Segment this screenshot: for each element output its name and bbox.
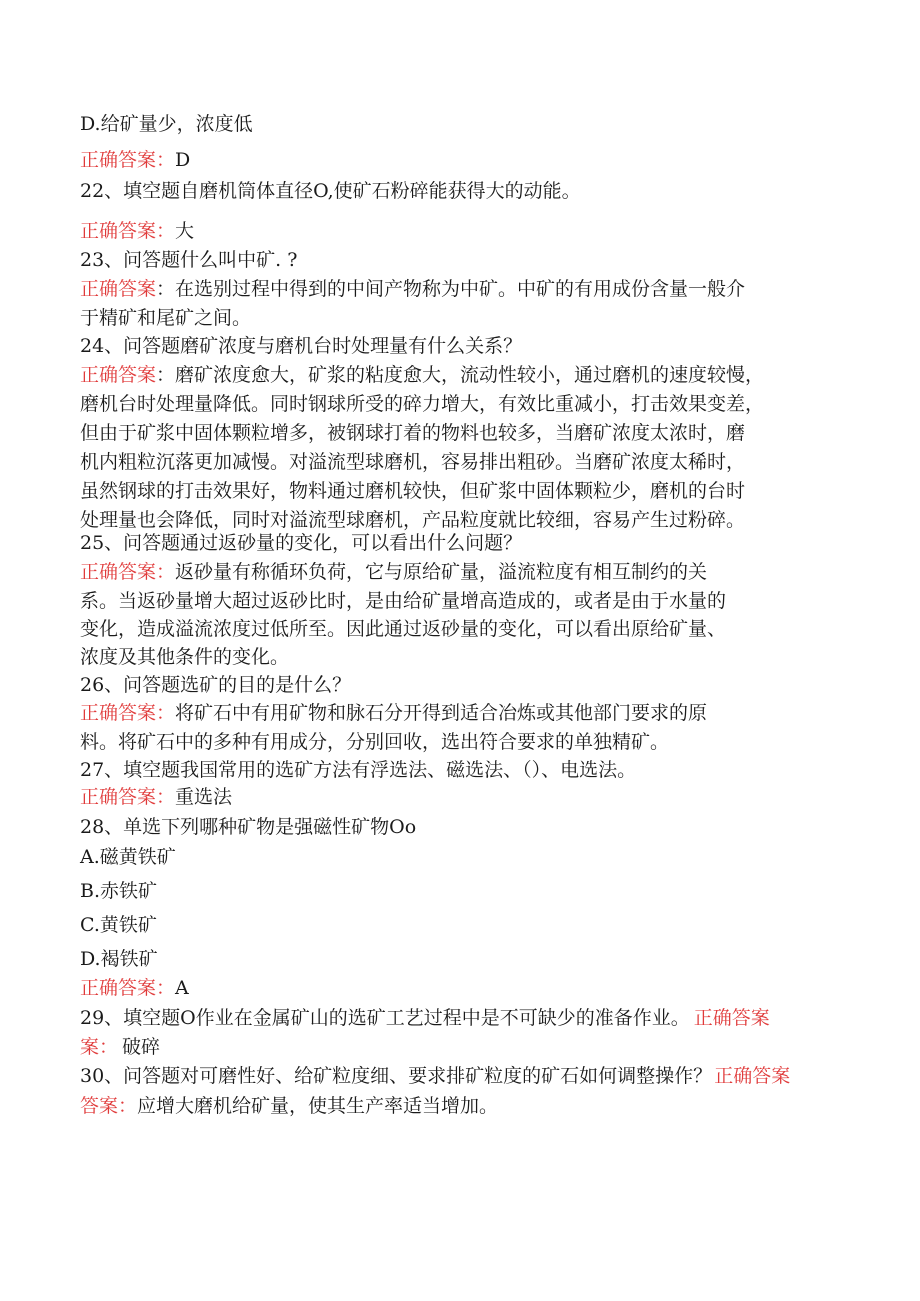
- answer-label: 正确答案：: [80, 786, 176, 808]
- q30-question: 30、问答题对可磨性好、给矿粒度细、要求排矿粒度的矿石如何调整操作？ 正确答案: [80, 1061, 754, 1091]
- answer-label: 正确答案: [693, 1007, 770, 1029]
- q29-question: 29、填空题O作业在金属矿山的选矿工艺过程中是不可缺少的准备作业。 正确答案: [80, 1007, 770, 1029]
- answer-label: 正确答案：: [80, 561, 176, 583]
- answer-text: 返砂量有称循环负荷，它与原给矿量，溢流粒度有相互制约的关: [175, 561, 708, 583]
- q23-answer-cont: 于精矿和尾矿之间。: [80, 307, 252, 329]
- q24-answer-cont: 虽然钢球的打击效果好，物料通过磨机较快，但矿浆中固体颗粒少，磨机的台时: [80, 480, 746, 502]
- answer-label: 正确答案：: [80, 702, 176, 724]
- answer-label: 正确答案：: [80, 220, 176, 242]
- q21-answer: [80, 145, 190, 175]
- answer-text: D: [175, 149, 191, 171]
- answer-text: 破碎: [122, 1036, 161, 1058]
- q23-answer: 正确答案：在选别过程中得到的中间产物称为中矿。中矿的有用成份含量一般介: [80, 278, 746, 300]
- q25-answer-cont: 变化，造成溢流浓度过低所至。因此通过返砂量的变化，可以看出原给矿量、: [80, 618, 727, 640]
- answer-label: 正确答案: [80, 278, 157, 300]
- q28-option-a: A.磁黄铁矿: [80, 846, 176, 868]
- answer-label: 正确答案: [80, 364, 157, 386]
- answer-label: 正确答案：: [80, 977, 176, 999]
- q24-answer-cont: 但由于矿浆中固体颗粒增多，被钢球打着的物料也较多，当磨矿浓度太浓时，磨: [80, 422, 746, 444]
- answer-text: 重选法: [175, 786, 233, 808]
- q26-answer-cont: 料。将矿石中的多种有用成分，分别回收，选出符合要求的单独精矿。: [80, 731, 670, 753]
- answer-text: A: [175, 977, 189, 999]
- q29-answer: [80, 1032, 160, 1062]
- q21-option-d: D.给矿量少，浓度低: [80, 113, 253, 135]
- answer-label-cont: 案：: [80, 1036, 119, 1058]
- answer-label: 正确答案：: [80, 149, 176, 171]
- answer-text: 应增大磨机给矿量，使其生产率适当增加。: [137, 1095, 499, 1117]
- answer-text: 磨矿浓度愈大，矿浆的粘度愈大，流动性较小，通过磨机的速度较慢，: [175, 364, 765, 386]
- q24-answer-cont: 机内粗粒沉落更加减慢。对溢流型球磨机，容易排出粗砂。当磨矿浓度太稀时，: [80, 451, 746, 473]
- answer-text: 在选别过程中得到的中间产物称为中矿。中矿的有用成份含量一般介: [175, 278, 746, 300]
- q28-question: 28、单选下列哪种矿物是强磁性矿物Oo: [80, 816, 417, 838]
- q28-option-c: C.黄铁矿: [80, 914, 157, 936]
- q28-option-d: D.褐铁矿: [80, 948, 158, 970]
- answer-text: 将矿石中有用矿物和脉石分开得到适合冶炼或其他部门要求的原: [175, 702, 708, 724]
- answer-label: 正确答案: [714, 1065, 791, 1087]
- q30-answer: [80, 1091, 498, 1121]
- q23-question: 23、问答题什么叫中矿. ?: [80, 249, 298, 271]
- q24-answer: 正确答案：磨矿浓度愈大，矿浆的粘度愈大，流动性较小，通过磨机的速度较慢，: [80, 364, 765, 386]
- q25-answer-cont: 系。当返砂量增大超过返砂比时，是由给矿量增高造成的，或者是由于水量的: [80, 590, 727, 612]
- q27-question: 27、填空题我国常用的选矿方法有浮选法、磁选法、（）、电选法。: [80, 759, 637, 781]
- q24-answer-cont: 处理量也会降低，同时对溢流型球磨机，产品粒度就比较细，容易产生过粉碎。: [80, 509, 746, 531]
- q24-question: 24、问答题磨矿浓度与磨机台时处理量有什么关系？: [80, 335, 523, 357]
- q25-answer-cont: 浓度及其他条件的变化。: [80, 646, 290, 668]
- q25-answer: [80, 557, 707, 587]
- q24-answer-cont: 磨机台时处理量降低。同时钢球所受的碎力增大，有效比重减小，打击效果变差，: [80, 393, 765, 415]
- q28-option-b: B.赤铁矿: [80, 880, 158, 902]
- q28-answer: [80, 973, 189, 1003]
- q25-question: 25、问答题通过返砂量的变化，可以看出什么问题？: [80, 532, 523, 554]
- q27-answer: [80, 782, 232, 812]
- answer-text: 大: [175, 220, 195, 242]
- q26-question: 26、问答题选矿的目的是什么？: [80, 674, 352, 696]
- q22-answer: [80, 216, 194, 246]
- q22-question: 22、填空题自磨机筒体直径O,使矿石粉碎能获得大的动能。: [80, 180, 581, 202]
- q26-answer: [80, 698, 707, 728]
- answer-label-cont: 答案：: [80, 1095, 138, 1117]
